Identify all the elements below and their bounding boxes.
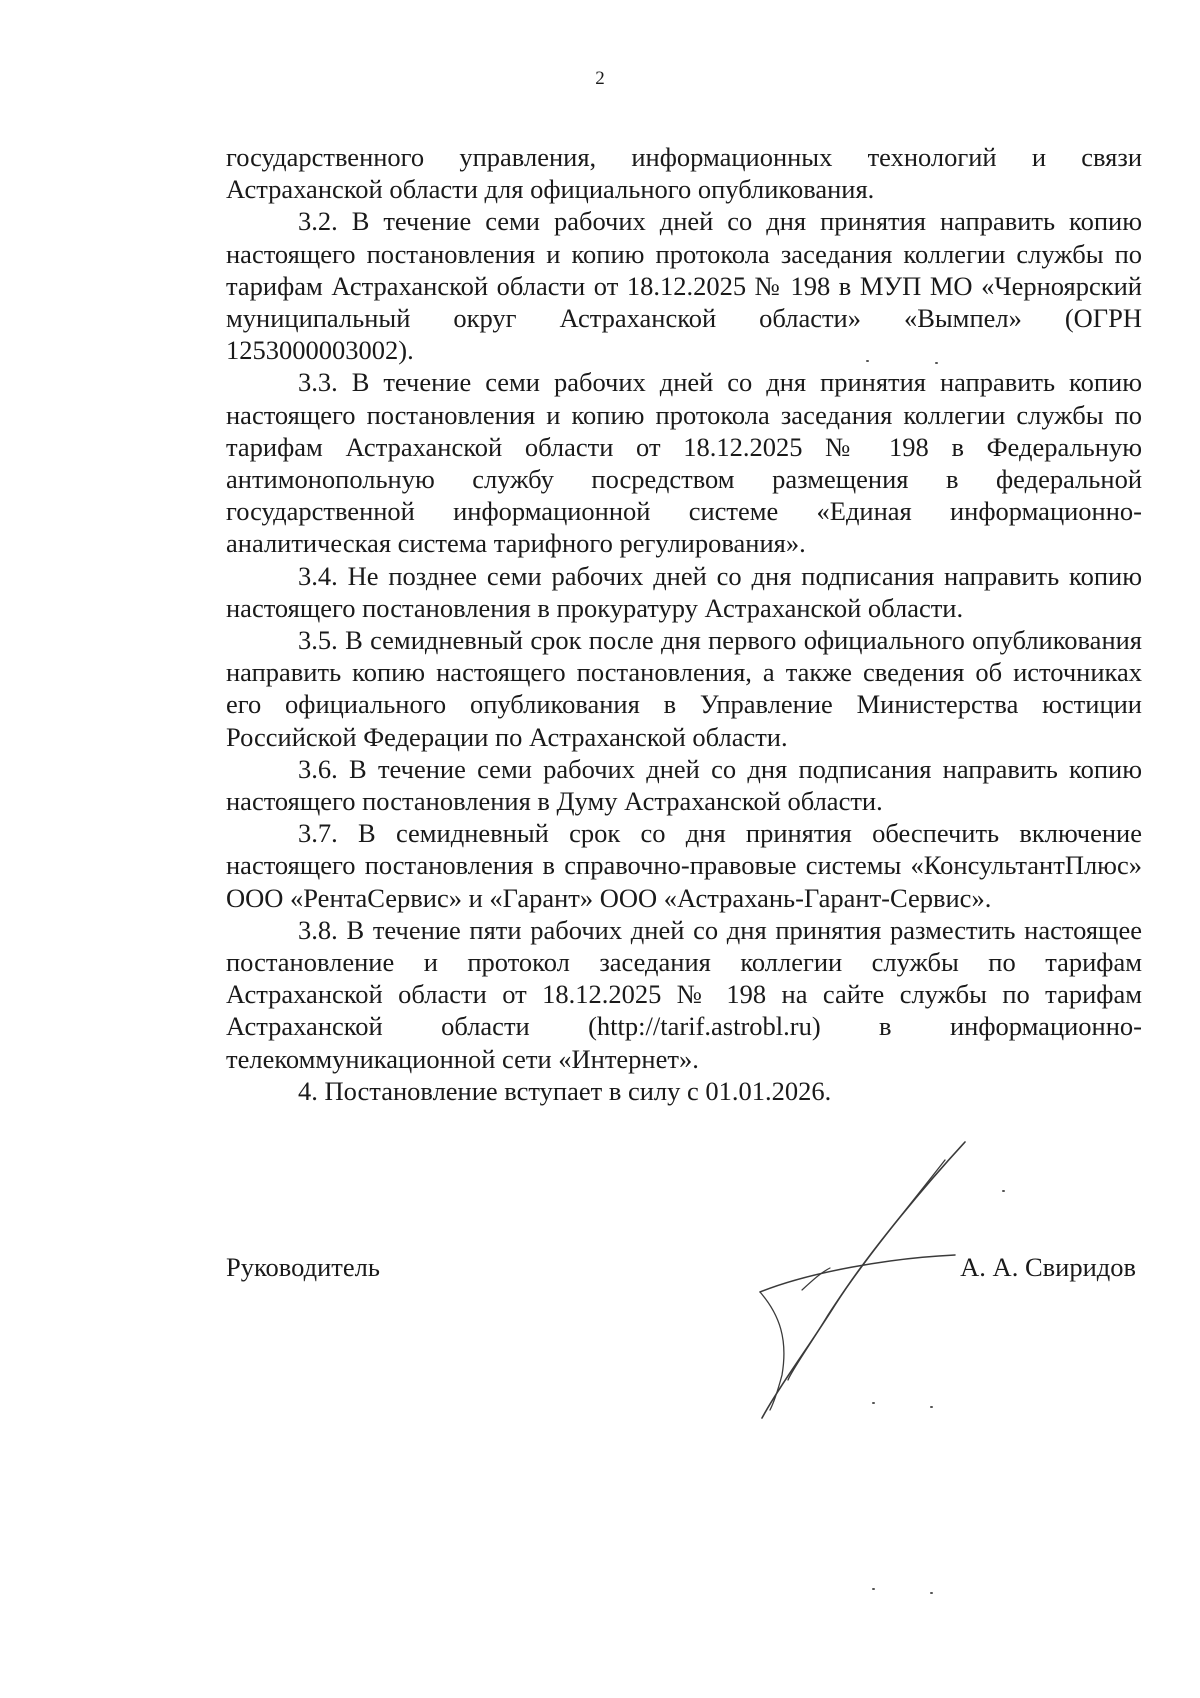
signer-title: Руководитель (226, 1252, 380, 1282)
paragraph-item-3-2: 3.2. В течение семи рабочих дней со дня принятия направить копию настоящего постановления и копию протокола заседания коллегии службы по тарифам Астраханской области от 18.12.2025 № 198 в МУП МО «Черноярский муниципальный округ Астраханской области» «Вымпел» (ОГРН 1253000003002). (226, 206, 1142, 366)
paragraph-item-3-3: 3.3. В течение семи рабочих дней со дня принятия направить копию настоящего постановления и копию протокола заседания коллегии службы по тарифам Астраханской области от 18.12.2025 № 198 в Федеральную антимонопольную службу посредством размещения в федеральной государственной информационной системе «Единая информационно-аналитическая система тарифного регулирования». (226, 367, 1142, 559)
paragraph-intro-continuation: государственного управления, информационных технологий и связи Астраханской области для официального опубликования. (226, 142, 1142, 205)
paragraph-item-4: 4. Постановление вступает в силу с 01.01.2026. (298, 1075, 832, 1106)
document-body (226, 141, 1142, 1107)
paragraph-item-3-7: 3.7. В семидневный срок со дня принятия обеспечить включение настоящего постановления в справочно-правовые системы «КонсультантПлюс» ООО «РентаСервис» и «Гарант» ООО «Астрахань-Гарант-Сервис». (226, 818, 1142, 913)
scan-speck (872, 1402, 875, 1404)
paragraph-item-3-6: 3.6. В течение семи рабочих дней со дня подписания направить копию настоящего постановления в Думу Астраханской области. (226, 753, 1142, 817)
handwritten-signature (740, 1140, 980, 1420)
scan-speck (872, 1588, 875, 1590)
scan-speck (1002, 1190, 1005, 1192)
paragraph-item-3-5: 3.5. В семидневный срок после дня первого официального опубликования направить копию настоящего постановления, а также сведения об источниках его официального опубликования в Управление Министерства юстиции Российской Федерации по Астраханской области. (226, 625, 1142, 752)
paragraph-item-3-8: 3.8. В течение пяти рабочих дней со дня принятия разместить настоящее постановление и протокол заседания коллегии службы по тарифам Астраханской области от 18.12.2025 № 198 на сайте службы по тарифам Астраханской области (http://tarif.astrobl.ru) в информационно-телекоммуникационной сети «Интернет». (226, 914, 1142, 1074)
scan-speck (930, 1592, 933, 1594)
scan-speck (866, 360, 869, 362)
page-number: 2 (595, 68, 605, 89)
scan-speck (935, 362, 938, 364)
paragraph-item-3-4: 3.4. Не позднее семи рабочих дней со дня подписания направить копию настоящего постановления в прокуратуру Астраханской области. (226, 560, 1142, 623)
signer-name: А. А. Свиридов (960, 1252, 1136, 1282)
signature-block (226, 1252, 1136, 1292)
scan-speck (930, 1406, 933, 1408)
